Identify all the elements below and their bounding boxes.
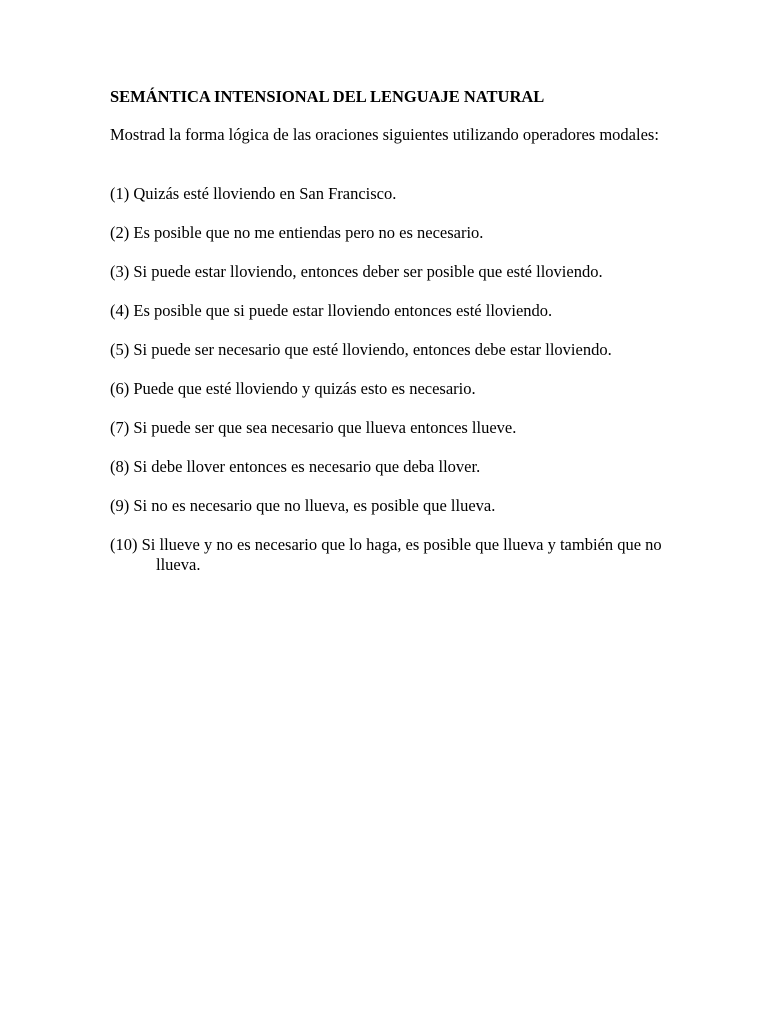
exercise-item-2: (2) Es posible que no me entiendas pero no es necesario. bbox=[110, 223, 484, 242]
exercise-list bbox=[110, 184, 670, 575]
exercise-item-8: (8) Si debe llover entonces es necesario que deba llover. bbox=[110, 457, 481, 476]
exercise-item-4: (4) Es posible que si puede estar lloviendo entonces esté lloviendo. bbox=[110, 301, 553, 320]
document-page bbox=[110, 87, 670, 594]
document-intro: Mostrad la forma lógica de las oraciones siguientes utilizando operadores modales: bbox=[110, 125, 659, 144]
exercise-item-5: (5) Si puede ser necesario que esté lloviendo, entonces debe estar lloviendo. bbox=[110, 340, 612, 359]
exercise-item-6: (6) Puede que esté lloviendo y quizás esto es necesario. bbox=[110, 379, 476, 398]
exercise-item-1: (1) Quizás esté lloviendo en San Francisco. bbox=[110, 184, 397, 203]
document-title: SEMÁNTICA INTENSIONAL DEL LENGUAJE NATURAL bbox=[110, 87, 545, 106]
exercise-item-7: (7) Si puede ser que sea necesario que llueva entonces llueve. bbox=[110, 418, 517, 437]
exercise-item-9: (9) Si no es necesario que no llueva, es posible que llueva. bbox=[110, 496, 496, 515]
exercise-item-10: (10) Si llueve y no es necesario que lo haga, es posible que llueva y también que no llueva. bbox=[110, 535, 662, 574]
exercise-item-3: (3) Si puede estar lloviendo, entonces deber ser posible que esté lloviendo. bbox=[110, 262, 603, 281]
